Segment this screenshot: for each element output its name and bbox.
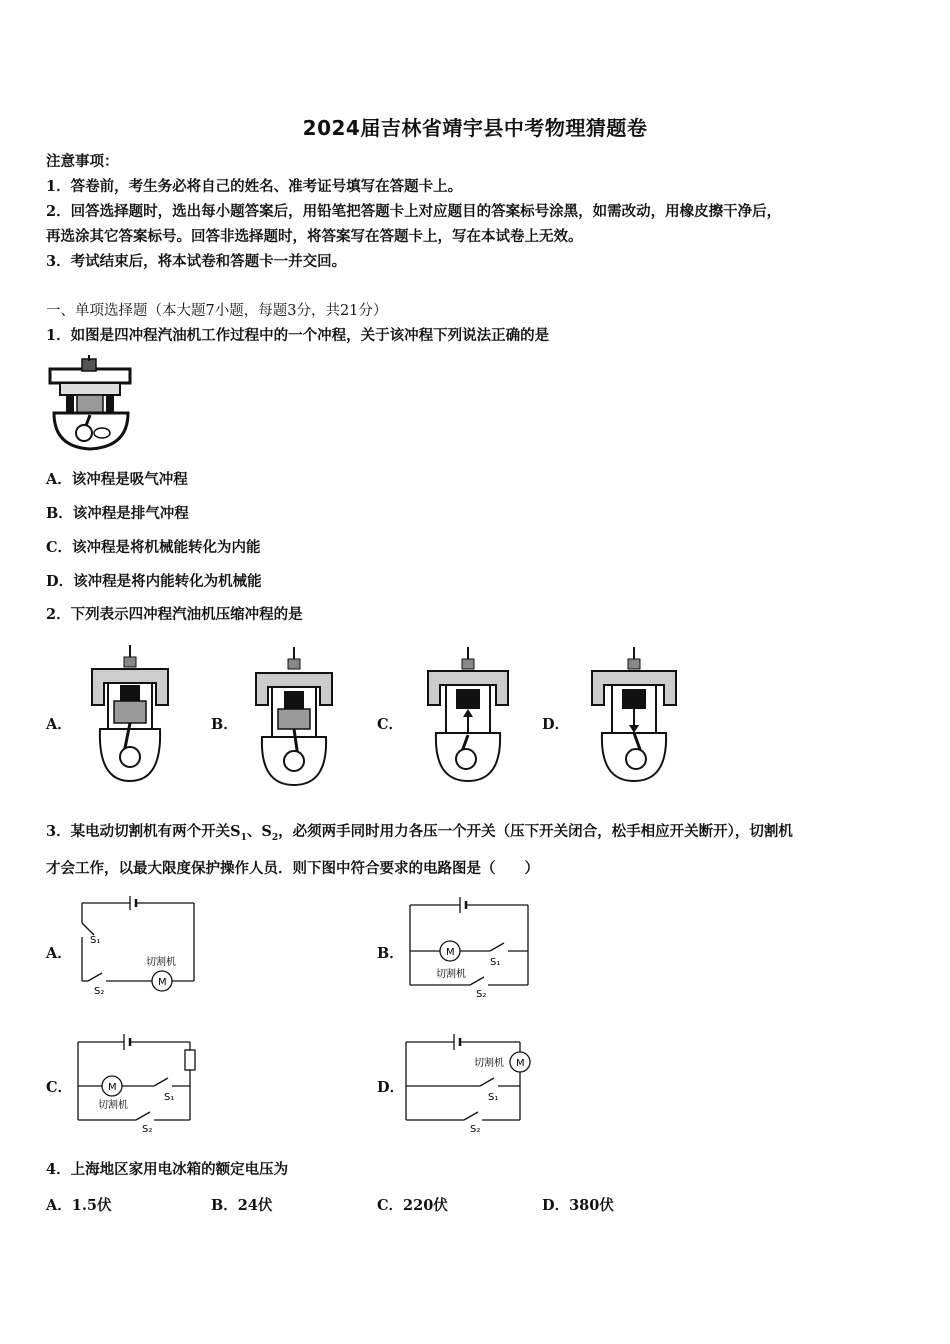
q4-stem: 4．上海地区家用电冰箱的额定电压为 — [46, 1161, 289, 1178]
svg-text:S₂: S₂ — [94, 986, 105, 997]
q2-engine-c — [418, 645, 518, 785]
q1-option-b: B．该冲程是排气冲程 — [46, 505, 189, 522]
notice-item-3: 3．考试结束后，将本试卷和答题卡一并交回。 — [46, 253, 347, 270]
svg-text:M: M — [516, 1058, 525, 1069]
q3-circuit-a — [76, 893, 200, 999]
q3-circuit-c — [72, 1028, 200, 1136]
q2-label-d: D． — [542, 716, 570, 733]
q3-label-c: C． — [46, 1079, 73, 1096]
q2-stem: 2．下列表示四冲程汽油机压缩冲程的是 — [46, 606, 303, 623]
svg-text:M: M — [446, 947, 455, 958]
svg-text:S₂: S₂ — [470, 1124, 481, 1135]
q3-stem-line1: 3．某电动切割机有两个开关$S_1$、$S_2$，必须两手同时用力各压一个开关（压下开关闭合，松手相应开关断开），切割机 — [46, 823, 793, 843]
svg-text:S₁: S₁ — [90, 935, 101, 946]
svg-text:S₁: S₁ — [164, 1092, 175, 1103]
svg-text:S₂: S₂ — [476, 989, 487, 999]
svg-text:S₂: S₂ — [142, 1124, 153, 1135]
q2-label-a: A． — [46, 716, 72, 733]
q2-engine-d — [584, 645, 684, 785]
notice-item-2: 2．回答选择题时，选出每小题答案后，用铅笔把答题卡上对应题目的答案标号涂黑，如需改动，用橡皮擦干净后， — [46, 203, 782, 220]
notice-heading: 注意事项： — [46, 153, 119, 170]
q2-label-b: B． — [211, 716, 238, 733]
q4-option-a: A．1.5伏 — [46, 1197, 112, 1214]
q2-engine-b — [248, 645, 340, 787]
q1-option-d: D．该冲程是将内能转化为机械能 — [46, 573, 262, 590]
svg-text:M: M — [108, 1082, 117, 1093]
q4-option-c: C．220伏 — [377, 1197, 448, 1214]
q3-circuit-d — [400, 1028, 536, 1136]
page-title: 2024届吉林省靖宇县中考物理猜题卷 — [302, 116, 648, 140]
q3-label-d: D． — [377, 1079, 405, 1096]
q3-label-b: B． — [377, 945, 404, 962]
q2-label-c: C． — [377, 716, 404, 733]
q4-option-b: B．24伏 — [211, 1197, 273, 1214]
q1-option-c: C．该冲程是将机械能转化为内能 — [46, 539, 261, 556]
q2-engine-a — [80, 643, 180, 785]
svg-text:切割机: 切割机 — [474, 1058, 504, 1069]
svg-text:S₁: S₁ — [488, 1092, 499, 1103]
svg-text:S₁: S₁ — [490, 957, 501, 968]
notice-item-1: 1．答卷前，考生务必将自己的姓名、准考证号填写在答题卡上。 — [46, 178, 463, 195]
q1-stem: 1．如图是四冲程汽油机工作过程中的一个冲程，关于该冲程下列说法正确的是 — [46, 327, 550, 344]
q3-label-a: A． — [46, 945, 72, 962]
notice-item-2-cont: 再选涂其它答案标号。回答非选择题时，将答案写在答题卡上，写在本试卷上无效。 — [46, 228, 583, 245]
svg-text:切割机: 切割机 — [146, 957, 176, 968]
svg-text:M: M — [158, 977, 167, 988]
q4-option-d: D．380伏 — [542, 1197, 614, 1214]
q3-stem-line2: 才会工作，以最大限度保护操作人员．则下图中符合要求的电路图是（ ） — [46, 860, 539, 877]
q1-engine-figure — [44, 355, 136, 453]
svg-text:切割机: 切割机 — [436, 969, 466, 980]
q3-circuit-b — [404, 893, 532, 999]
svg-text:切割机: 切割机 — [98, 1100, 128, 1111]
q1-option-a: A．该冲程是吸气冲程 — [46, 471, 188, 488]
section-heading: 一、单项选择题（本大题7小题，每题3分，共21分） — [46, 303, 388, 319]
